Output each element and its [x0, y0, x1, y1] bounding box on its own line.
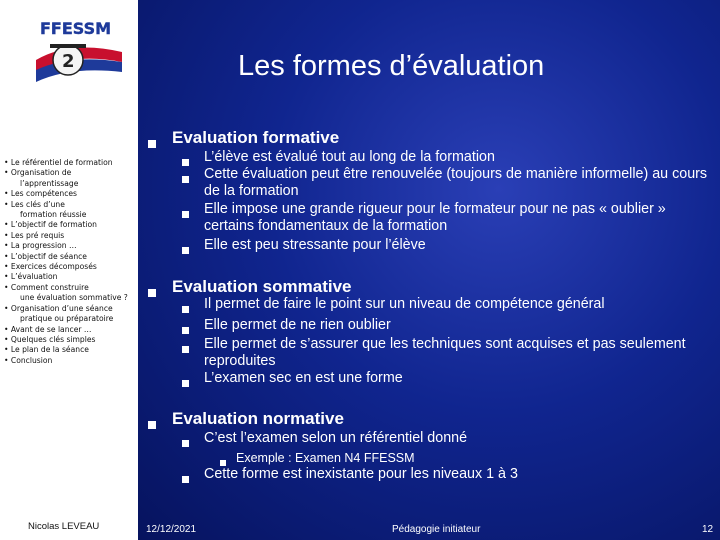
- list-item: Cette évaluation peut être renouvelée (toujours de manière informelle) au cours de la formation: [182, 166, 712, 200]
- bullet-icon: [182, 242, 189, 259]
- bullet-icon: [182, 206, 189, 223]
- list-item: Elle permet de ne rien oublier: [182, 317, 712, 334]
- list-item: Elle est peu stressante pour l’élève: [182, 237, 712, 254]
- list-item: L’examen sec en est une forme: [182, 370, 712, 387]
- bullet-icon: [148, 282, 156, 302]
- footer-date: 12/12/2021: [146, 524, 197, 535]
- list-item: Elle permet de s’assurer que les techniques sont acquises et pas seulement reproduites: [182, 336, 712, 370]
- list-item: Il permet de faire le point sur un niveau de compétence général: [182, 296, 712, 313]
- toc-item: l’apprentissage: [20, 178, 79, 188]
- footer-center-text: Pédagogie initiateur: [392, 524, 481, 535]
- toc-item: • Organisation d’une séance: [4, 303, 113, 313]
- toc-item: • Quelques clés simples: [4, 334, 96, 344]
- toc-item: • Les pré requis: [4, 230, 65, 240]
- toc-item: • Les clés d’une: [4, 199, 65, 209]
- bullet-icon: [182, 435, 189, 452]
- bullet-icon: [182, 301, 189, 318]
- toc-item: formation réussie: [20, 210, 87, 220]
- toc-item: • Comment construire: [4, 282, 89, 292]
- sidebar-panel: [0, 0, 138, 540]
- bullet-icon: [148, 414, 156, 434]
- bullet-icon: [148, 133, 156, 153]
- toc-item: • Le plan de la séance: [4, 345, 89, 355]
- svg-text:2: 2: [62, 51, 75, 72]
- toc-item: • L’évaluation: [4, 272, 58, 282]
- table-of-contents: [4, 158, 138, 366]
- bullet-icon: [182, 341, 189, 358]
- toc-item: pratique ou préparatoire: [20, 314, 114, 324]
- bullet-icon: [182, 171, 189, 188]
- toc-item: • Organisation de: [4, 168, 72, 178]
- page-number: 12: [702, 524, 714, 535]
- toc-item: • L’objectif de formation: [4, 220, 97, 230]
- toc-item: une évaluation sommative ?: [20, 293, 128, 303]
- list-item: L’élève est évalué tout au long de la formation: [182, 149, 712, 166]
- bullet-icon: [182, 375, 189, 392]
- toc-item: • Exercices décomposés: [4, 262, 97, 272]
- ffessm-logo: [30, 10, 126, 92]
- svg-text:FFESSM: FFESSM: [40, 19, 112, 38]
- list-item: Cette forme est inexistante pour les niveaux 1 à 3: [182, 466, 712, 483]
- sub-list-item: Exemple : Examen N4 FFESSM: [220, 451, 700, 465]
- toc-item: • L’objectif de séance: [4, 251, 87, 261]
- bullet-icon: [182, 471, 189, 488]
- toc-item: • Le référentiel de formation: [4, 158, 113, 167]
- slide-title: Les formes d’évaluation: [238, 50, 545, 82]
- footer-author: Nicolas LEVEAU: [28, 521, 100, 532]
- toc-item: • Les compétences: [4, 189, 78, 199]
- list-item: C’est l’examen selon un référentiel donné: [182, 430, 712, 447]
- list-item: Elle impose une grande rigueur pour le formateur pour ne pas « oublier » certains fondamentaux de la formation: [182, 201, 712, 235]
- toc-item: • Avant de se lancer …: [4, 324, 92, 334]
- toc-item: • La progression …: [4, 241, 77, 251]
- toc-item: • Conclusion: [4, 355, 53, 365]
